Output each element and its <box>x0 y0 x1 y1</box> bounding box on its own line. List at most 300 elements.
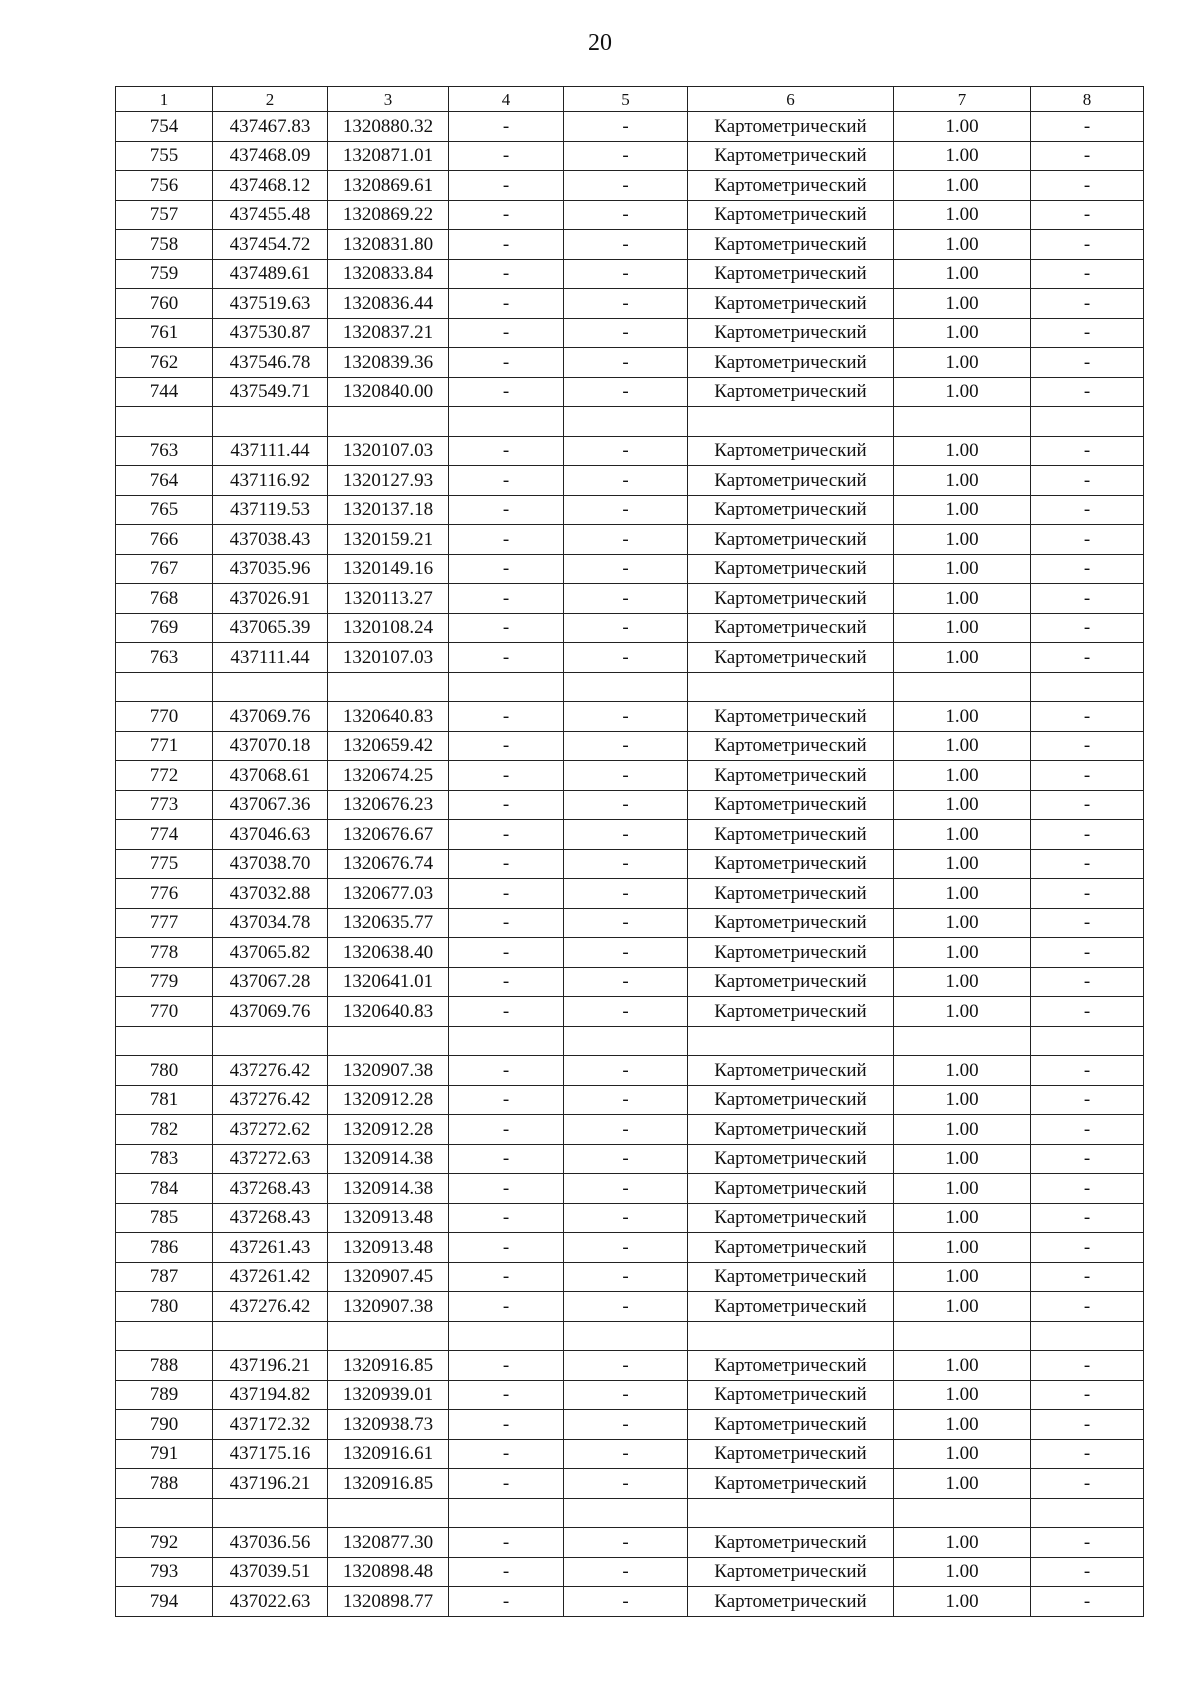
table-cell: 1.00 <box>894 938 1031 968</box>
table-cell: 781 <box>116 1085 213 1115</box>
table-cell: 437065.39 <box>213 613 328 643</box>
table-cell: 761 <box>116 318 213 348</box>
table-cell: - <box>564 525 688 555</box>
table-cell: 1320641.01 <box>328 967 449 997</box>
table-cell: - <box>564 643 688 673</box>
table-cell: - <box>1031 1085 1144 1115</box>
table-cell: 1.00 <box>894 1115 1031 1145</box>
table-cell: 788 <box>116 1351 213 1381</box>
table-cell: - <box>449 643 564 673</box>
table-cell <box>328 672 449 702</box>
table-cell: 1.00 <box>894 908 1031 938</box>
table-cell: - <box>564 1144 688 1174</box>
table-cell <box>213 672 328 702</box>
table-cell: 437172.32 <box>213 1410 328 1440</box>
table-cell: - <box>564 200 688 230</box>
table-cell: 760 <box>116 289 213 319</box>
table-row <box>116 466 1144 496</box>
table-cell: - <box>564 318 688 348</box>
table-cell: 1320907.38 <box>328 1292 449 1322</box>
table-cell: - <box>564 466 688 496</box>
table-cell: Картометрический <box>688 613 894 643</box>
table-cell: - <box>1031 849 1144 879</box>
table-cell: - <box>449 1469 564 1499</box>
table-cell: 758 <box>116 230 213 260</box>
table-cell: 1.00 <box>894 1262 1031 1292</box>
table-cell: 1.00 <box>894 200 1031 230</box>
table-cell <box>328 1321 449 1351</box>
table-cell <box>688 672 894 702</box>
table-cell: 755 <box>116 141 213 171</box>
table-cell: 1320676.67 <box>328 820 449 850</box>
table-cell: 764 <box>116 466 213 496</box>
table-cell: 767 <box>116 554 213 584</box>
table-cell: - <box>449 1174 564 1204</box>
table-cell: 437119.53 <box>213 495 328 525</box>
table-cell: 1320907.38 <box>328 1056 449 1086</box>
table-cell: Картометрический <box>688 348 894 378</box>
table-cell: 1320833.84 <box>328 259 449 289</box>
table-cell: 1320159.21 <box>328 525 449 555</box>
table-cell: 437276.42 <box>213 1292 328 1322</box>
table-row <box>116 259 1144 289</box>
table-row <box>116 997 1144 1027</box>
table-cell <box>116 1498 213 1528</box>
table-cell <box>894 1498 1031 1528</box>
table-cell: - <box>449 1056 564 1086</box>
table-row <box>116 613 1144 643</box>
table-cell: 1.00 <box>894 318 1031 348</box>
table-cell: 1320831.80 <box>328 230 449 260</box>
table-cell: - <box>449 318 564 348</box>
table-cell: 437261.43 <box>213 1233 328 1263</box>
table-cell: 782 <box>116 1115 213 1145</box>
table-cell: 437519.63 <box>213 289 328 319</box>
table-cell: - <box>1031 643 1144 673</box>
table-cell: 1320107.03 <box>328 643 449 673</box>
table-cell: - <box>449 1292 564 1322</box>
table-cell: - <box>449 1203 564 1233</box>
table-cell: - <box>1031 879 1144 909</box>
table-cell <box>688 1498 894 1528</box>
table-cell: - <box>449 1115 564 1145</box>
table-cell: - <box>564 702 688 732</box>
table-row <box>116 702 1144 732</box>
table-cell: - <box>449 967 564 997</box>
table-cell: - <box>449 613 564 643</box>
table-cell: - <box>564 1174 688 1204</box>
table-cell <box>116 407 213 437</box>
table-row <box>116 908 1144 938</box>
table-row <box>116 1233 1144 1263</box>
table-cell <box>1031 1026 1144 1056</box>
table-cell <box>564 1498 688 1528</box>
table-cell: - <box>564 1292 688 1322</box>
table-cell: 1.00 <box>894 1085 1031 1115</box>
table-cell: - <box>564 141 688 171</box>
table-cell: - <box>1031 1380 1144 1410</box>
table-cell: 1320938.73 <box>328 1410 449 1440</box>
table-cell: Картометрический <box>688 849 894 879</box>
table-row <box>116 525 1144 555</box>
table-cell: 1.00 <box>894 112 1031 142</box>
table-cell: - <box>564 1351 688 1381</box>
table-cell: - <box>1031 820 1144 850</box>
table-cell: 791 <box>116 1439 213 1469</box>
table-cell: 1320913.48 <box>328 1233 449 1263</box>
table-cell: 1.00 <box>894 171 1031 201</box>
table-cell: Картометрический <box>688 938 894 968</box>
table-cell: - <box>1031 790 1144 820</box>
table-cell: Картометрический <box>688 1351 894 1381</box>
table-cell: 437194.82 <box>213 1380 328 1410</box>
table-cell: - <box>564 908 688 938</box>
table-row <box>116 289 1144 319</box>
table-cell <box>328 1498 449 1528</box>
table-row <box>116 790 1144 820</box>
table-cell: - <box>564 1085 688 1115</box>
table-cell: 1320916.85 <box>328 1351 449 1381</box>
table-cell: 1.00 <box>894 1144 1031 1174</box>
table-cell: 1.00 <box>894 289 1031 319</box>
table-cell: - <box>564 967 688 997</box>
table-cell: 1.00 <box>894 1351 1031 1381</box>
table-cell: - <box>1031 967 1144 997</box>
table-cell: - <box>449 908 564 938</box>
table-cell: - <box>1031 1528 1144 1558</box>
table-cell: 437038.43 <box>213 525 328 555</box>
table-cell: Картометрический <box>688 1115 894 1145</box>
separator-row <box>116 1321 1144 1351</box>
table-cell: 1320916.85 <box>328 1469 449 1499</box>
table-cell: 1320840.00 <box>328 377 449 407</box>
table-cell: 1.00 <box>894 1203 1031 1233</box>
table-cell: Картометрический <box>688 1144 894 1174</box>
table-cell <box>564 407 688 437</box>
table-cell: Картометрический <box>688 997 894 1027</box>
table-cell: 773 <box>116 790 213 820</box>
table-cell: - <box>449 525 564 555</box>
table-cell: - <box>1031 1587 1144 1617</box>
table-cell: - <box>449 348 564 378</box>
table-cell: 785 <box>116 1203 213 1233</box>
table-cell: 754 <box>116 112 213 142</box>
table-cell: 1320869.22 <box>328 200 449 230</box>
table-cell: 437468.12 <box>213 171 328 201</box>
table-cell: Картометрический <box>688 377 894 407</box>
table-cell: - <box>449 731 564 761</box>
table-cell: Картометрический <box>688 436 894 466</box>
table-cell: 779 <box>116 967 213 997</box>
table-cell: - <box>449 820 564 850</box>
table-cell: Картометрический <box>688 318 894 348</box>
table-cell: 757 <box>116 200 213 230</box>
table-cell: 778 <box>116 938 213 968</box>
table-cell: 1.00 <box>894 761 1031 791</box>
table-cell <box>894 1321 1031 1351</box>
table-cell: 1.00 <box>894 849 1031 879</box>
table-cell: 1320638.40 <box>328 938 449 968</box>
column-header: 2 <box>213 87 328 112</box>
table-cell: 437035.96 <box>213 554 328 584</box>
table-cell <box>213 407 328 437</box>
table-cell <box>894 672 1031 702</box>
table-cell: 1.00 <box>894 967 1031 997</box>
table-cell: Картометрический <box>688 1469 894 1499</box>
table-cell: 1.00 <box>894 348 1031 378</box>
table-cell: 1.00 <box>894 230 1031 260</box>
table-cell: 786 <box>116 1233 213 1263</box>
table-cell: - <box>564 1056 688 1086</box>
table-cell <box>449 407 564 437</box>
table-cell: 437455.48 <box>213 200 328 230</box>
table-cell: 1.00 <box>894 377 1031 407</box>
table-cell: 1.00 <box>894 1410 1031 1440</box>
table-cell: - <box>449 1233 564 1263</box>
table-cell: 770 <box>116 997 213 1027</box>
table-cell: - <box>564 790 688 820</box>
table-cell: 770 <box>116 702 213 732</box>
table-cell: 768 <box>116 584 213 614</box>
table-cell: 437454.72 <box>213 230 328 260</box>
table-row <box>116 318 1144 348</box>
table-row <box>116 1144 1144 1174</box>
table-cell: 437034.78 <box>213 908 328 938</box>
table-cell: - <box>449 171 564 201</box>
table-cell: 1320137.18 <box>328 495 449 525</box>
table-cell: - <box>1031 1056 1144 1086</box>
table-cell: - <box>564 879 688 909</box>
table-cell: - <box>564 761 688 791</box>
table-cell: 772 <box>116 761 213 791</box>
table-cell: - <box>1031 1439 1144 1469</box>
table-cell: 437468.09 <box>213 141 328 171</box>
table-cell: 1.00 <box>894 1174 1031 1204</box>
table-cell: 437489.61 <box>213 259 328 289</box>
table-row <box>116 967 1144 997</box>
table-cell: - <box>564 377 688 407</box>
table-cell: 1320676.23 <box>328 790 449 820</box>
table-cell: - <box>1031 1174 1144 1204</box>
table-cell: - <box>449 436 564 466</box>
table-cell: 1.00 <box>894 1587 1031 1617</box>
table-cell: 759 <box>116 259 213 289</box>
table-cell: 437036.56 <box>213 1528 328 1558</box>
table-cell: - <box>564 1115 688 1145</box>
table-cell: 1320898.48 <box>328 1557 449 1587</box>
table-cell: 437272.62 <box>213 1115 328 1145</box>
table-cell: 776 <box>116 879 213 909</box>
table-cell: - <box>564 938 688 968</box>
table-cell: 1320108.24 <box>328 613 449 643</box>
table-cell: - <box>564 997 688 1027</box>
table-cell: - <box>449 259 564 289</box>
table-cell: - <box>564 1203 688 1233</box>
table-cell <box>1031 407 1144 437</box>
table-cell: - <box>1031 1410 1144 1440</box>
table-row <box>116 1085 1144 1115</box>
table-row <box>116 495 1144 525</box>
table-cell: 794 <box>116 1587 213 1617</box>
table-cell: Картометрический <box>688 908 894 938</box>
column-header: 3 <box>328 87 449 112</box>
table-cell: - <box>564 1439 688 1469</box>
table-cell: Картометрический <box>688 1380 894 1410</box>
table-cell <box>213 1498 328 1528</box>
table-cell: 437467.83 <box>213 112 328 142</box>
table-cell <box>449 672 564 702</box>
table-cell: 1.00 <box>894 466 1031 496</box>
table-cell: 437196.21 <box>213 1469 328 1499</box>
table-cell: 774 <box>116 820 213 850</box>
table-cell: - <box>449 1557 564 1587</box>
table-cell: 1.00 <box>894 1380 1031 1410</box>
table-cell <box>564 1321 688 1351</box>
table-cell: 1.00 <box>894 643 1031 673</box>
table-cell: - <box>449 879 564 909</box>
table-cell: - <box>1031 348 1144 378</box>
table-cell: 1.00 <box>894 702 1031 732</box>
table-cell: Картометрический <box>688 1085 894 1115</box>
table-cell: Картометрический <box>688 1528 894 1558</box>
table-cell: 437530.87 <box>213 318 328 348</box>
table-row <box>116 1174 1144 1204</box>
table-cell: 763 <box>116 643 213 673</box>
table-cell: 1320677.03 <box>328 879 449 909</box>
table-cell: 1320837.21 <box>328 318 449 348</box>
table-cell: 437070.18 <box>213 731 328 761</box>
separator-row <box>116 407 1144 437</box>
table-cell: Картометрический <box>688 761 894 791</box>
table-cell: - <box>449 377 564 407</box>
table-cell: - <box>449 495 564 525</box>
table-cell: - <box>1031 466 1144 496</box>
table-cell: 775 <box>116 849 213 879</box>
table-cell: - <box>1031 1203 1144 1233</box>
table-row <box>116 1528 1144 1558</box>
table-row <box>116 1410 1144 1440</box>
table-cell: 1.00 <box>894 1056 1031 1086</box>
table-cell: Картометрический <box>688 1557 894 1587</box>
table-cell: - <box>564 495 688 525</box>
table-cell <box>213 1321 328 1351</box>
table-cell: 437038.70 <box>213 849 328 879</box>
table-row <box>116 1439 1144 1469</box>
table-cell: 1320916.61 <box>328 1439 449 1469</box>
table-cell: - <box>1031 1469 1144 1499</box>
table-row <box>116 849 1144 879</box>
table-cell <box>328 1026 449 1056</box>
separator-row <box>116 672 1144 702</box>
table-cell: - <box>564 1233 688 1263</box>
table-cell: - <box>564 1410 688 1440</box>
table-cell: 793 <box>116 1557 213 1587</box>
table-row <box>116 554 1144 584</box>
table-cell: - <box>1031 731 1144 761</box>
table-cell <box>688 407 894 437</box>
table-cell: Картометрический <box>688 1292 894 1322</box>
table-cell: 437116.92 <box>213 466 328 496</box>
table-cell: 1.00 <box>894 1439 1031 1469</box>
table-cell: - <box>564 112 688 142</box>
table-row <box>116 643 1144 673</box>
table-cell: - <box>564 348 688 378</box>
coordinates-table <box>115 86 1144 1617</box>
table-cell: 1.00 <box>894 554 1031 584</box>
table-cell: - <box>564 436 688 466</box>
table-cell: - <box>564 1587 688 1617</box>
table-cell: 1.00 <box>894 584 1031 614</box>
table-cell: - <box>1031 908 1144 938</box>
table-cell: 1.00 <box>894 259 1031 289</box>
table-cell: 1.00 <box>894 1469 1031 1499</box>
table-cell: - <box>449 554 564 584</box>
table-cell: - <box>449 761 564 791</box>
table-row <box>116 731 1144 761</box>
table-cell: - <box>449 702 564 732</box>
table-cell: 437268.43 <box>213 1203 328 1233</box>
table-cell: - <box>564 584 688 614</box>
table-cell: 1.00 <box>894 525 1031 555</box>
column-header: 4 <box>449 87 564 112</box>
table-cell: 437068.61 <box>213 761 328 791</box>
table-cell: 1.00 <box>894 436 1031 466</box>
table-row <box>116 761 1144 791</box>
table-cell: 1320127.93 <box>328 466 449 496</box>
table-row <box>116 1203 1144 1233</box>
table-cell: - <box>449 1262 564 1292</box>
table-cell: - <box>1031 613 1144 643</box>
table-cell <box>564 672 688 702</box>
table-cell: 437111.44 <box>213 643 328 673</box>
table-cell: 437546.78 <box>213 348 328 378</box>
table-cell: - <box>1031 761 1144 791</box>
table-cell: - <box>1031 702 1144 732</box>
table-cell: 437268.43 <box>213 1174 328 1204</box>
table-cell: 787 <box>116 1262 213 1292</box>
table-cell: 762 <box>116 348 213 378</box>
table-cell: 766 <box>116 525 213 555</box>
table-cell: 1320640.83 <box>328 702 449 732</box>
table-cell: 780 <box>116 1056 213 1086</box>
table-cell: - <box>1031 495 1144 525</box>
table-cell: Картометрический <box>688 1174 894 1204</box>
table-cell: 1320939.01 <box>328 1380 449 1410</box>
table-cell: 1.00 <box>894 731 1031 761</box>
table-cell: - <box>449 141 564 171</box>
table-cell: 1320659.42 <box>328 731 449 761</box>
table-cell: 788 <box>116 1469 213 1499</box>
table-row <box>116 171 1144 201</box>
table-cell: Картометрический <box>688 731 894 761</box>
table-cell: 1320912.28 <box>328 1115 449 1145</box>
column-header: 5 <box>564 87 688 112</box>
table-cell: 784 <box>116 1174 213 1204</box>
table-cell <box>894 407 1031 437</box>
table-cell: - <box>449 1144 564 1174</box>
table-cell: 1320640.83 <box>328 997 449 1027</box>
table-row <box>116 200 1144 230</box>
table-cell: - <box>564 259 688 289</box>
table-cell: 1.00 <box>894 613 1031 643</box>
table-cell: - <box>449 1351 564 1381</box>
table-cell: - <box>449 466 564 496</box>
table-cell: 756 <box>116 171 213 201</box>
column-header: 6 <box>688 87 894 112</box>
table-cell: - <box>449 289 564 319</box>
table-cell: 437022.63 <box>213 1587 328 1617</box>
table-cell: Картометрический <box>688 1262 894 1292</box>
